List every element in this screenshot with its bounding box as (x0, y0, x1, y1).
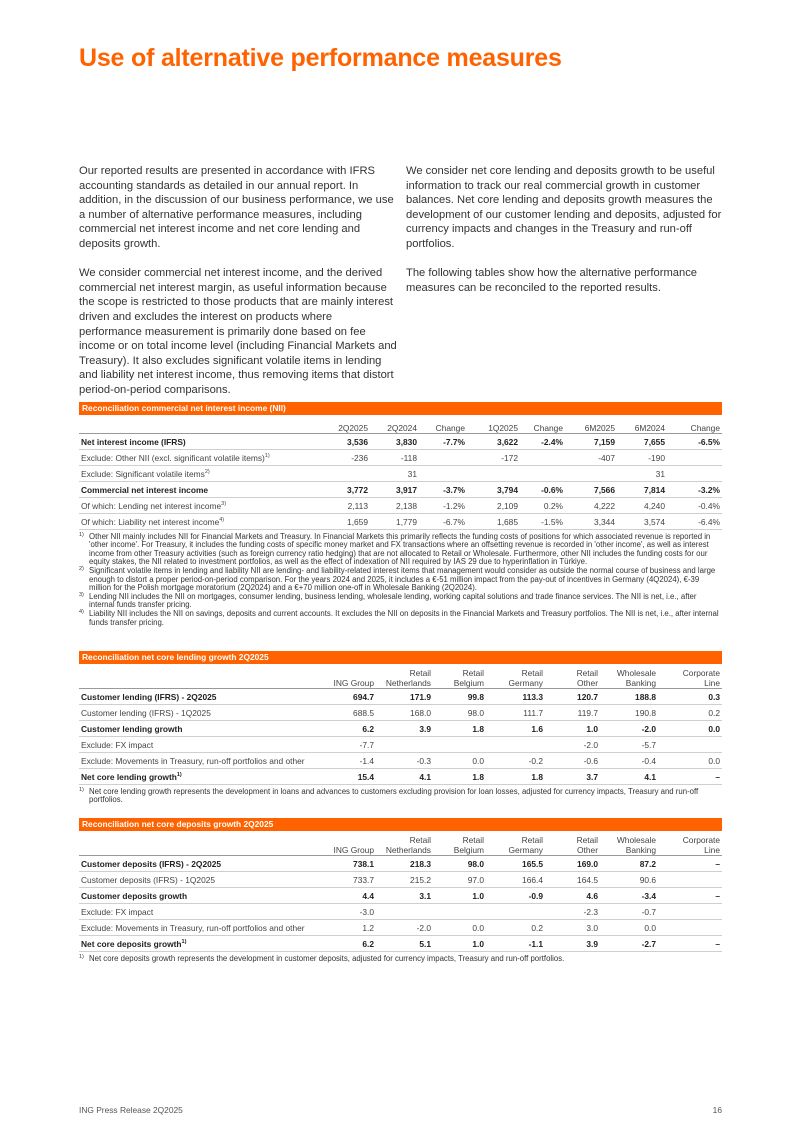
column-header (658, 831, 722, 856)
value-cell: -6.5% (667, 434, 722, 450)
footnote-text: Lending NII includes the NII on mortgages, consumer lending, business lending, wholesale lending, working capital solutions and trade finance services. The NII is net, i.e., after internal funds transfer pricing. (89, 591, 697, 610)
value-cell: 215.2 (376, 872, 433, 888)
column-header-line2: Netherlands (385, 678, 431, 688)
column-header (658, 664, 722, 689)
table-row (79, 689, 722, 705)
column-header-line2: Line (704, 678, 720, 688)
value-cell (667, 466, 722, 482)
row-label-text: Customer lending (IFRS) - 1Q2025 (81, 707, 211, 718)
value-cell: 3,917 (370, 482, 419, 498)
row-label-text: Net core deposits growth (81, 938, 182, 949)
value-cell: -6.4% (667, 514, 722, 530)
value-cell: -6.7% (419, 514, 467, 530)
value-cell: 4.6 (545, 888, 600, 904)
value-cell: -7.7 (323, 737, 376, 753)
row-label-text: Of which: Liability net interest income (81, 516, 220, 527)
value-cell: -0.4% (667, 498, 722, 514)
value-cell: -236 (320, 450, 370, 466)
value-cell (467, 466, 520, 482)
value-cell: 171.9 (376, 689, 433, 705)
column-header: 6M2024 (617, 415, 667, 434)
row-label (79, 482, 320, 498)
column-header (323, 831, 376, 856)
value-cell: 98.0 (433, 856, 486, 872)
row-label-text: Commercial net interest income (81, 484, 209, 495)
table-title: Reconciliation net core lending growth 2Q2025 (79, 651, 722, 664)
column-header-line2: Belgium (453, 845, 484, 855)
value-cell: – (658, 856, 722, 872)
value-cell: 1,685 (467, 514, 520, 530)
value-cell: 3.0 (545, 920, 600, 936)
value-cell: 90.6 (600, 872, 658, 888)
row-label-text: Customer deposits growth (81, 890, 188, 901)
value-cell: -0.6% (520, 482, 565, 498)
value-cell: 188.8 (600, 689, 658, 705)
value-cell: 120.7 (545, 689, 600, 705)
column-header: 6M2025 (565, 415, 617, 434)
column-header-line1: Corporate (682, 668, 720, 678)
column-header-line1: Wholesale (616, 835, 656, 845)
nii-reconciliation-block (79, 402, 722, 627)
value-cell: 99.8 (433, 689, 486, 705)
row-label (79, 872, 323, 888)
value-cell: 2,138 (370, 498, 419, 514)
row-label-text: Net interest income (IFRS) (81, 436, 186, 447)
table-row (79, 888, 722, 904)
footnote-marker: 1) (176, 771, 182, 778)
value-cell: 6.2 (323, 721, 376, 737)
value-cell: 166.4 (486, 872, 545, 888)
value-cell: 1,659 (320, 514, 370, 530)
value-cell: -1.1 (486, 936, 545, 952)
value-cell: -3.0 (323, 904, 376, 920)
column-header (486, 664, 545, 689)
footnote-text: Liability NII includes the NII on savings, deposits and current accounts. It excludes the NII on deposits in the Financial Markets and Treasury portfolios. The NII is net, i.e., after internal funds transfer pricing. (89, 609, 719, 627)
footnote-number: 1) (79, 954, 84, 960)
value-cell: 3,830 (370, 434, 419, 450)
column-header: 1Q2025 (467, 415, 520, 434)
value-cell: 97.0 (433, 872, 486, 888)
value-cell: 1.0 (545, 721, 600, 737)
column-header-line1: Retail (576, 835, 598, 845)
column-header-line2: Other (577, 845, 598, 855)
header-label-cell (79, 415, 320, 434)
value-cell: – (658, 769, 722, 785)
value-cell: 3.9 (376, 721, 433, 737)
value-cell: -1.5% (520, 514, 565, 530)
value-cell: 1.0 (433, 936, 486, 952)
value-cell: 2,109 (467, 498, 520, 514)
deposits-growth-table (79, 831, 722, 952)
table-row (79, 498, 722, 514)
row-label (79, 737, 323, 753)
footnotes (79, 955, 722, 963)
lending-growth-block (79, 651, 722, 805)
value-cell: 0.0 (600, 920, 658, 936)
value-cell: -0.9 (486, 888, 545, 904)
value-cell: 3,622 (467, 434, 520, 450)
intro-right-column (406, 164, 722, 310)
value-cell: 694.7 (323, 689, 376, 705)
value-cell: -1.4 (323, 753, 376, 769)
column-header (545, 831, 600, 856)
row-label-text: Customer deposits (IFRS) - 1Q2025 (81, 874, 216, 885)
value-cell: -0.2 (486, 753, 545, 769)
value-cell: 2,113 (320, 498, 370, 514)
column-header-line2: Belgium (453, 678, 484, 688)
value-cell: 168.0 (376, 705, 433, 721)
value-cell: 4.4 (323, 888, 376, 904)
value-cell: 31 (370, 466, 419, 482)
footnotes (79, 788, 722, 805)
row-label-text: Exclude: FX impact (81, 906, 154, 917)
footnote (79, 593, 722, 610)
value-cell: 3,772 (320, 482, 370, 498)
value-cell: -172 (467, 450, 520, 466)
value-cell: -7.7% (419, 434, 467, 450)
column-header-line1: Retail (409, 835, 431, 845)
table-row (79, 705, 722, 721)
column-header-line1: Wholesale (616, 668, 656, 678)
row-label-text: Exclude: Movements in Treasury, run-off portfolios and other (81, 922, 305, 933)
footnote-marker: 4) (219, 516, 225, 523)
column-header-line1: Corporate (682, 835, 720, 845)
row-label-text: Exclude: Movements in Treasury, run-off portfolios and other (81, 755, 305, 766)
value-cell: 3.1 (376, 888, 433, 904)
value-cell: 3,574 (617, 514, 667, 530)
column-header-line2: Other (577, 678, 598, 688)
value-cell: 0.2 (486, 920, 545, 936)
value-cell: -5.7 (600, 737, 658, 753)
column-header (600, 831, 658, 856)
value-cell: 738.1 (323, 856, 376, 872)
value-cell: -407 (565, 450, 617, 466)
row-label-text: Exclude: Other NII (excl. significant volatile items) (81, 452, 265, 463)
footnote-text: Significant volatile items in lending and liability NII are lending- and liability-related interest items that management would consider as outside the normal course of business and large enough to distort a proper period-on-period comparison. For the years 2024 and 2025, it includes a €-51 million impact from the pay-out of incentives in Germany (4Q2024), €-39 million for the Polish mortgage moratorium (2Q2024) and a €+70 million one-off in Wholesale Banking (2Q2024). (89, 566, 716, 592)
value-cell: 1.2 (323, 920, 376, 936)
footnote-marker: 3) (221, 500, 227, 507)
table-row (79, 434, 722, 450)
column-header-line2: ING Group (333, 845, 374, 855)
column-header-line2: Line (704, 845, 720, 855)
column-header: 2Q2025 (320, 415, 370, 434)
value-cell: 3,344 (565, 514, 617, 530)
column-header (323, 664, 376, 689)
nii-reconciliation-table (79, 415, 722, 530)
value-cell: 7,159 (565, 434, 617, 450)
row-label-text: Customer lending growth (81, 723, 183, 734)
value-cell: 1.0 (433, 888, 486, 904)
value-cell: 218.3 (376, 856, 433, 872)
footnote-text: Other NII mainly includes NII for Financial Markets and Treasury. In Financial Markets this primarily reflects the funding costs of positions for which associated revenue is reported in 'other income'. For Treasury, it includes the funding costs of specific money market and FX transactions where an offsetting revenue is recorded in 'other income', as well as interest income from other Treasury activities (such as foreign currency ratio hedging) that are not allocated to Retail or Wholesale. Furthermore, other NII includes the funding costs for our equity stakes, the NII related to investment portfolios, as well as the effect of indexation of NII required by IAS 29 due to hyperinflation in Türkiye. (89, 532, 711, 567)
row-label-text: Of which: Lending net interest income (81, 500, 222, 511)
column-header-line2: Banking (625, 845, 656, 855)
value-cell: – (658, 936, 722, 952)
footnote (79, 533, 722, 567)
value-cell: 98.0 (433, 705, 486, 721)
row-label (79, 753, 323, 769)
column-header (376, 831, 433, 856)
value-cell: -2.3 (545, 904, 600, 920)
column-header-line2: Germany (508, 678, 543, 688)
column-header: 2Q2024 (370, 415, 419, 434)
value-cell: -2.0 (376, 920, 433, 936)
value-cell: 7,814 (617, 482, 667, 498)
value-cell (658, 920, 722, 936)
table-row (79, 936, 722, 952)
value-cell: 113.3 (486, 689, 545, 705)
table-row (79, 737, 722, 753)
row-label (79, 888, 323, 904)
row-label-text: Exclude: FX impact (81, 739, 154, 750)
value-cell: 0.0 (433, 920, 486, 936)
value-cell: 31 (617, 466, 667, 482)
value-cell: -3.2% (667, 482, 722, 498)
value-cell: -190 (617, 450, 667, 466)
row-label (79, 466, 320, 482)
column-header: Change (419, 415, 467, 434)
value-cell (433, 737, 486, 753)
value-cell (520, 450, 565, 466)
column-header-line2: ING Group (333, 678, 374, 688)
value-cell: 0.3 (658, 689, 722, 705)
value-cell: -0.7 (600, 904, 658, 920)
value-cell (520, 466, 565, 482)
value-cell: – (658, 888, 722, 904)
table-row (79, 450, 722, 466)
table-row (79, 514, 722, 530)
footnote-number: 3) (79, 591, 84, 598)
table-title: Reconciliation commercial net interest income (NII) (79, 402, 722, 415)
value-cell (667, 450, 722, 466)
row-label (79, 769, 323, 785)
value-cell: 688.5 (323, 705, 376, 721)
column-header (486, 831, 545, 856)
table-row (79, 856, 722, 872)
footnote-text: Net core lending growth represents the development in loans and advances to customers excluding provision for loan losses, adjusted for currency impacts, Treasury and run-off portfolios. (89, 787, 699, 805)
value-cell: 0.0 (658, 721, 722, 737)
value-cell (376, 904, 433, 920)
row-label (79, 721, 323, 737)
value-cell: 3,536 (320, 434, 370, 450)
value-cell: 3,794 (467, 482, 520, 498)
value-cell (419, 450, 467, 466)
footnote-number: 1) (79, 787, 84, 793)
deposits-growth-block (79, 818, 722, 964)
footnote (79, 610, 722, 627)
value-cell: 4.1 (376, 769, 433, 785)
footnote-marker: 2) (204, 468, 210, 475)
column-header (433, 831, 486, 856)
table-row (79, 920, 722, 936)
header-label-cell (79, 831, 323, 856)
footnote-number: 4) (79, 609, 84, 616)
footnote-number: 2) (79, 566, 84, 573)
page-title: Use of alternative performance measures (79, 44, 562, 72)
value-cell: -3.7% (419, 482, 467, 498)
value-cell (320, 466, 370, 482)
table-row (79, 769, 722, 785)
intro-paragraph: Our reported results are presented in accordance with IFRS accounting standards as detailed in our annual report. In addition, in the discussion of our business performance, we use a number of alternative performance measures, including commercial net interest income and net core lending and deposits growth. (79, 165, 394, 250)
value-cell: 164.5 (545, 872, 600, 888)
table-row (79, 904, 722, 920)
value-cell: 15.4 (323, 769, 376, 785)
column-header (376, 664, 433, 689)
row-label-text: Net core lending growth (81, 771, 177, 782)
footnote-marker: 1) (264, 452, 270, 459)
column-header-line1: Retail (521, 835, 543, 845)
value-cell: 0.2 (658, 705, 722, 721)
value-cell: -0.4 (600, 753, 658, 769)
column-header-line1: Retail (409, 668, 431, 678)
value-cell: 119.7 (545, 705, 600, 721)
value-cell: -2.0 (545, 737, 600, 753)
row-label-text: Exclude: Significant volatile items (81, 468, 205, 479)
value-cell: 87.2 (600, 856, 658, 872)
column-header-line2: Banking (625, 678, 656, 688)
value-cell: 4.1 (600, 769, 658, 785)
column-header: Change (667, 415, 722, 434)
value-cell: 1.8 (486, 769, 545, 785)
row-label (79, 434, 320, 450)
table-row (79, 872, 722, 888)
value-cell: 111.7 (486, 705, 545, 721)
column-header (545, 664, 600, 689)
value-cell (419, 466, 467, 482)
value-cell: 0.0 (433, 753, 486, 769)
intro-paragraph: We consider net core lending and deposits growth to be useful information to track our real commercial growth in customer balances. Net core lending and deposits growth measures the development of our customer lending and deposits, adjusted for currency impacts and changes in the Treasury and run-off portfolios. (406, 165, 722, 250)
table-row (79, 482, 722, 498)
value-cell: -2.7 (600, 936, 658, 952)
value-cell: 169.0 (545, 856, 600, 872)
column-header-line2: Netherlands (385, 845, 431, 855)
value-cell: 7,655 (617, 434, 667, 450)
value-cell: -2.0 (600, 721, 658, 737)
row-label (79, 920, 323, 936)
table-row (79, 466, 722, 482)
row-label (79, 689, 323, 705)
row-label (79, 514, 320, 530)
value-cell: -1.2% (419, 498, 467, 514)
value-cell: 5.1 (376, 936, 433, 952)
row-label (79, 498, 320, 514)
value-cell: 0.2% (520, 498, 565, 514)
row-label (79, 450, 320, 466)
value-cell (433, 904, 486, 920)
value-cell: -118 (370, 450, 419, 466)
value-cell: 1.6 (486, 721, 545, 737)
intro-left-column (79, 164, 397, 412)
value-cell (376, 737, 433, 753)
table-row (79, 753, 722, 769)
column-header-line1: Retail (462, 668, 484, 678)
value-cell: -2.4% (520, 434, 565, 450)
value-cell: 1.8 (433, 721, 486, 737)
value-cell (565, 466, 617, 482)
value-cell (658, 904, 722, 920)
value-cell: -3.4 (600, 888, 658, 904)
value-cell: -0.6 (545, 753, 600, 769)
value-cell: 0.0 (658, 753, 722, 769)
row-label-text: Customer lending (IFRS) - 2Q2025 (81, 691, 217, 702)
intro-paragraph: We consider commercial net interest income, and the derived commercial net interest margin, as useful information because the scope is restricted to those products that are mainly interest driven and excludes the interest on products where performance measurement is primarily done based on fee income or on total income level (including Financial Markets and Treasury). It also excludes significant volatile items in lending and liability net interest income, thus removing items that distort period-on-period comparisons. (79, 267, 397, 396)
value-cell: 4,222 (565, 498, 617, 514)
value-cell: 165.5 (486, 856, 545, 872)
column-header-line1: Retail (576, 668, 598, 678)
column-header (600, 664, 658, 689)
value-cell: 3.7 (545, 769, 600, 785)
footnote-text: Net core deposits growth represents the development in customer deposits, adjusted for currency impacts, Treasury and run-off portfolios. (89, 954, 565, 963)
footnote-marker: 1) (181, 938, 187, 945)
table-title: Reconciliation net core deposits growth 2Q2025 (79, 818, 722, 831)
value-cell: 3.9 (545, 936, 600, 952)
footnote (79, 567, 722, 592)
row-label (79, 856, 323, 872)
intro-paragraph: The following tables show how the alternative performance measures can be reconciled to the reported results. (406, 267, 698, 294)
column-header-line2: Germany (508, 845, 543, 855)
footnotes (79, 533, 722, 627)
value-cell (658, 872, 722, 888)
value-cell: 1.8 (433, 769, 486, 785)
page-number: 16 (712, 1105, 722, 1115)
column-header-line1: Retail (521, 668, 543, 678)
row-label (79, 705, 323, 721)
lending-growth-table (79, 664, 722, 785)
footer-publication: ING Press Release 2Q2025 (79, 1105, 183, 1115)
column-header (433, 664, 486, 689)
header-label-cell (79, 664, 323, 689)
footnote-number: 1) (79, 532, 84, 538)
row-label-text: Customer deposits (IFRS) - 2Q2025 (81, 858, 222, 869)
footnote (79, 788, 722, 805)
column-header: Change (520, 415, 565, 434)
table-row (79, 721, 722, 737)
value-cell (486, 904, 545, 920)
value-cell (658, 737, 722, 753)
value-cell: 7,566 (565, 482, 617, 498)
column-header-line1: Retail (462, 835, 484, 845)
value-cell (486, 737, 545, 753)
value-cell: 6.2 (323, 936, 376, 952)
row-label (79, 904, 323, 920)
row-label (79, 936, 323, 952)
value-cell: 1,779 (370, 514, 419, 530)
value-cell: -0.3 (376, 753, 433, 769)
value-cell: 4,240 (617, 498, 667, 514)
value-cell: 733.7 (323, 872, 376, 888)
footnote (79, 955, 722, 963)
value-cell: 190.8 (600, 705, 658, 721)
